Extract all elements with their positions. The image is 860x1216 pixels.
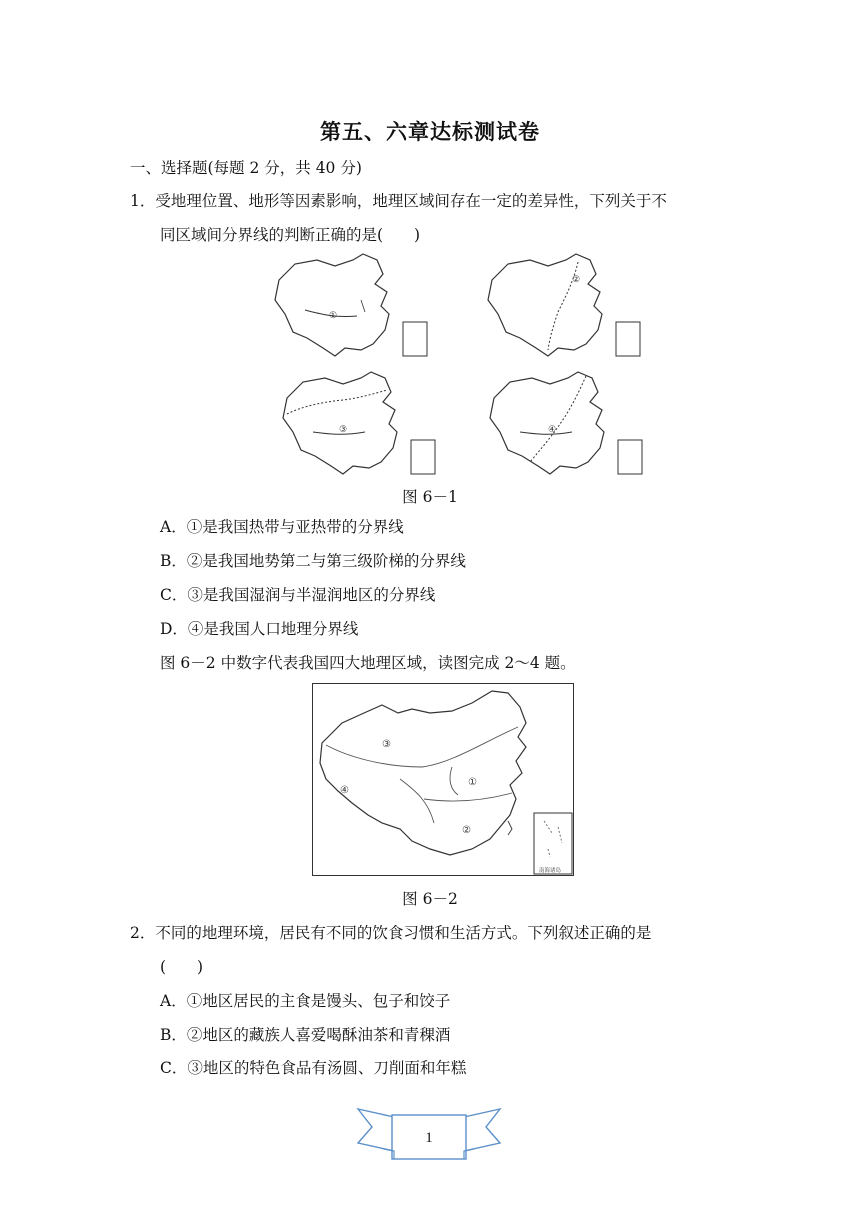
- map-marker-1: ①: [329, 311, 338, 321]
- inset-label: 南海诸岛: [539, 868, 562, 874]
- question-1-option-a: A．①是我国热带与亚热带的分界线: [160, 518, 404, 536]
- figure-6-2-caption: 图 6－2: [402, 890, 458, 908]
- question-2-stem-line2: ( ): [160, 958, 204, 976]
- question-1-stem-line2: 同区域间分界线的判断正确的是( ): [160, 226, 421, 244]
- page-title: 第五、六章达标测试卷: [320, 120, 540, 144]
- map-marker-2: ②: [572, 275, 581, 285]
- region-label-3: ③: [382, 739, 391, 750]
- figure-6-1-map-1: [265, 252, 435, 360]
- question-1-option-d: D．④是我国人口地理分界线: [160, 620, 359, 638]
- figure-6-1-map-4: [480, 370, 650, 478]
- question-2-option-b: B．②地区的藏族人喜爱喝酥油茶和青稞酒: [160, 1026, 451, 1044]
- question-2-stem-line1: 2．不同的地理环境，居民有不同的饮食习惯和生活方式。下列叙述正确的是: [130, 924, 652, 942]
- region-label-4: ④: [340, 785, 349, 796]
- figure-6-1-map-2: [478, 252, 648, 360]
- map-marker-4: ④: [548, 425, 557, 435]
- figure-6-2-map: [312, 683, 574, 876]
- page-number: 1: [425, 1130, 433, 1146]
- questions-2-4-intro: 图 6－2 中数字代表我国四大地理区域，读图完成 2～4 题。: [160, 654, 576, 672]
- question-2-option-c: C．③地区的特色食品有汤圆、刀削面和年糕: [160, 1059, 467, 1077]
- map-marker-3: ③: [339, 425, 348, 435]
- question-1-option-b: B．②是我国地势第二与第三级阶梯的分界线: [160, 552, 466, 570]
- question-1-stem-line1: 1．受地理位置、地形等因素影响，地理区域间存在一定的差异性，下列关于不: [130, 192, 667, 210]
- figure-6-1-map-3: [273, 370, 443, 478]
- question-1-option-c: C．③是我国湿润与半湿润地区的分界线: [160, 586, 436, 604]
- section-heading: 一、选择题(每题 2 分，共 40 分): [130, 159, 362, 177]
- region-label-2: ②: [462, 825, 471, 836]
- region-label-1: ①: [468, 777, 477, 788]
- figure-6-1-caption: 图 6－1: [402, 488, 458, 506]
- question-2-option-a: A．①地区居民的主食是馒头、包子和饺子: [160, 992, 451, 1010]
